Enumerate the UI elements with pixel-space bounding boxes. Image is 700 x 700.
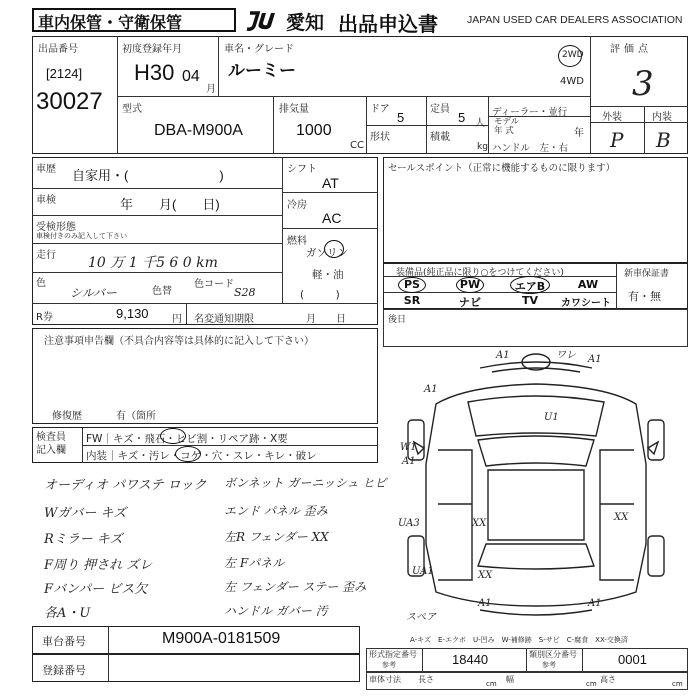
displacement-unit: CC	[350, 140, 364, 151]
eq-navi: ナビ	[459, 296, 481, 309]
damage-mark: XX	[472, 518, 487, 529]
remark-line: 左 Fパネル	[224, 556, 285, 570]
tax-label: R券	[36, 312, 53, 323]
damage-mark: A1	[496, 350, 510, 361]
car-outline	[396, 344, 686, 626]
year-unit: 年	[574, 128, 584, 139]
ac-value: AC	[322, 210, 342, 226]
inspector-label: 検査員 記入欄	[36, 432, 66, 456]
interior-label: 内装	[652, 112, 672, 123]
drive-2wd: 2WD	[562, 50, 584, 60]
lot-label: 出品番号	[38, 44, 78, 55]
name-change-label: 名変通知期限	[194, 314, 254, 325]
registration-label: 登録番号	[42, 664, 86, 677]
int-stain-circle	[175, 446, 201, 462]
load-unit: kg	[477, 142, 488, 152]
lot-number: 30027	[36, 88, 103, 115]
remark-line: Wガバー キズ	[44, 506, 127, 521]
interior-grade: B	[656, 128, 671, 152]
new-warranty-value: 有・無	[628, 290, 661, 303]
lot-code: [2124]	[46, 66, 83, 81]
exterior-grade: P	[610, 128, 624, 152]
eq-aw: AW	[577, 278, 599, 291]
handle-label: ハンドル 左・右	[492, 143, 569, 154]
fuel-option-2: 軽・油	[312, 269, 344, 281]
rating-score: 3	[632, 64, 654, 104]
damage-mark: UA3	[398, 518, 420, 529]
mileage-label: 走行	[36, 250, 56, 261]
brand-region: 愛知	[286, 13, 325, 34]
eq-seat: カワシート	[561, 298, 611, 309]
color-change-label: 色替	[152, 286, 172, 297]
damage-mark: スペア	[406, 612, 436, 623]
doors-label: ドア	[370, 104, 390, 115]
load-label: 積載	[430, 132, 450, 143]
type-cert-sub: 参考	[382, 661, 396, 669]
fw-chip-circle	[160, 428, 186, 444]
dimension-frame	[366, 672, 688, 690]
color-code-value: S28	[234, 286, 256, 299]
damage-mark: XX	[614, 512, 629, 523]
color-value: シルバー	[70, 286, 117, 300]
post-frame	[383, 309, 688, 347]
category-label: 類別区分番号	[529, 650, 577, 659]
form-title: 出品申込書	[338, 14, 438, 36]
rating-label: 評価点	[610, 44, 652, 55]
damage-mark: A1	[424, 384, 438, 395]
remark-line: Rミラー キズ	[44, 532, 123, 547]
name-change-value: 月 日	[306, 314, 346, 325]
fuel-value: ガソリン	[306, 247, 348, 259]
height-unit: cm	[672, 680, 683, 688]
equipment-label: 装備品(純正品に限り○をつけてください)	[396, 268, 564, 278]
damage-mark: W1	[400, 442, 417, 453]
int-row: 内装｜キズ・汚レ・コゲ・穴・スレ・キレ・破レ	[86, 450, 317, 462]
first-reg-era: H30	[134, 60, 175, 85]
seats-label: 定員	[430, 104, 450, 115]
damage-mark: A1	[478, 598, 492, 609]
tax-value: 9,130	[116, 306, 149, 321]
eq-tv: TV	[521, 294, 539, 307]
dealer-label: ディーラー・並行	[492, 107, 568, 118]
inspection-label: 車検	[36, 195, 56, 206]
usage-label: 車歴	[36, 164, 56, 175]
remark-line: ハンドル ガバー 汚	[224, 604, 328, 618]
displacement-value: 1000	[296, 122, 332, 139]
remark-line: ボンネット ガーニッシュ ヒビ	[224, 476, 387, 490]
repair-label: 修復歴	[52, 411, 82, 422]
drive-4wd: 4WD	[560, 76, 584, 87]
shape-label: 形状	[370, 132, 390, 143]
handwritten-remarks	[32, 466, 387, 626]
color-code-label: 色コード	[194, 279, 234, 290]
length-label: 長さ	[418, 675, 434, 684]
seats-unit: 人	[475, 118, 485, 129]
width-label: 幅	[506, 675, 514, 684]
fuel-label: 燃料	[287, 236, 307, 247]
repair-value: 有（箇所	[116, 411, 156, 422]
model-name: ルーミー	[228, 61, 296, 80]
damage-mark: A1	[588, 598, 602, 609]
fw-row: FW｜キズ・飛石・ヒビ割・リペア跡・X要	[86, 433, 288, 445]
damage-mark: U1	[544, 412, 559, 423]
width-unit: cm	[586, 680, 597, 688]
remark-line: エンド パネル 歪み	[224, 504, 328, 518]
notes-label: 注意事項申告欄（不具合内容等は具体的に記入して下さい）	[44, 336, 314, 347]
english-title: JAPAN USED CAR DEALERS ASSOCIATION	[467, 14, 683, 26]
first-reg-unit: 月	[206, 84, 216, 95]
exterior-label: 外装	[602, 112, 622, 123]
tax-unit: 円	[172, 314, 182, 325]
displacement-label: 排気量	[279, 104, 309, 115]
post-label: 後日	[388, 315, 407, 325]
chassis-value: M900A-0181509	[162, 630, 281, 647]
damage-legend: A-キズ E-エクボ U-凹み W-補修跡 S-サビ C-腐食 XX-交換済	[410, 636, 628, 644]
damage-mark: XX	[478, 570, 493, 581]
ju-logo	[244, 10, 284, 32]
usage-value: 自家用・( )	[72, 168, 224, 183]
model-year-label: モデル 年 式	[494, 117, 520, 136]
remark-line: 左 フェンダー ステー 歪み	[224, 580, 367, 594]
damage-mark: ワレ	[556, 350, 576, 361]
remark-line: F周り 押され ズレ	[44, 558, 153, 573]
remark-line: オーディオ パワステ ロック	[44, 478, 207, 493]
new-warranty-label: 新車保証書	[624, 269, 670, 279]
recepient-note: 車検付きのみ記入して下さい	[36, 232, 127, 240]
type-label: 型式	[122, 104, 142, 115]
shift-label: シフト	[287, 164, 317, 175]
color-label: 色	[36, 278, 46, 289]
eq-ps: PS	[404, 278, 420, 291]
height-label: 高さ	[600, 675, 616, 684]
type-cert-value: 18440	[452, 652, 489, 667]
chassis-label: 車台番号	[42, 635, 86, 648]
first-reg-label: 初度登録年月	[122, 44, 182, 55]
type-cert-label: 形式指定番号	[369, 650, 417, 659]
sales-label: セールスポイント（正常に機能するものに限ります）	[388, 163, 616, 174]
category-value: 0001	[618, 652, 647, 667]
length-unit: cm	[486, 680, 497, 688]
car-damage-diagram	[396, 344, 686, 626]
model-name-label: 車名・グレード	[224, 44, 294, 55]
seats-value: 5	[458, 110, 466, 125]
damage-mark: UA1	[412, 566, 434, 577]
damage-mark: A1	[588, 354, 602, 365]
fuel-option-3: ( )	[300, 289, 340, 301]
type-value: DBA-M900A	[154, 122, 243, 139]
shift-value: AT	[322, 175, 339, 191]
remark-line: 左R フェンダー XX	[224, 530, 329, 544]
mileage-value: 10 万 1 千5 6 0 km	[88, 255, 218, 271]
first-reg-month: 04	[182, 68, 200, 85]
category-sub: 参考	[542, 661, 556, 669]
eq-airbag: エアB	[514, 280, 546, 293]
ac-label: 冷房	[287, 200, 307, 211]
dimension-label: 車体寸法	[369, 675, 401, 684]
damage-mark: A1	[402, 456, 416, 467]
remark-line: Fバンパー ビス欠	[44, 582, 148, 597]
inspection-value: 年 月( 日)	[120, 197, 220, 212]
doors-value: 5	[397, 110, 405, 125]
recepient-label: 受検形態	[36, 222, 76, 233]
eq-pw: PW	[459, 278, 481, 291]
eq-sr: SR	[403, 294, 421, 307]
storage-badge-text: 車内保管・守衛保管	[38, 15, 183, 32]
remark-line: 各A・U	[44, 606, 91, 621]
